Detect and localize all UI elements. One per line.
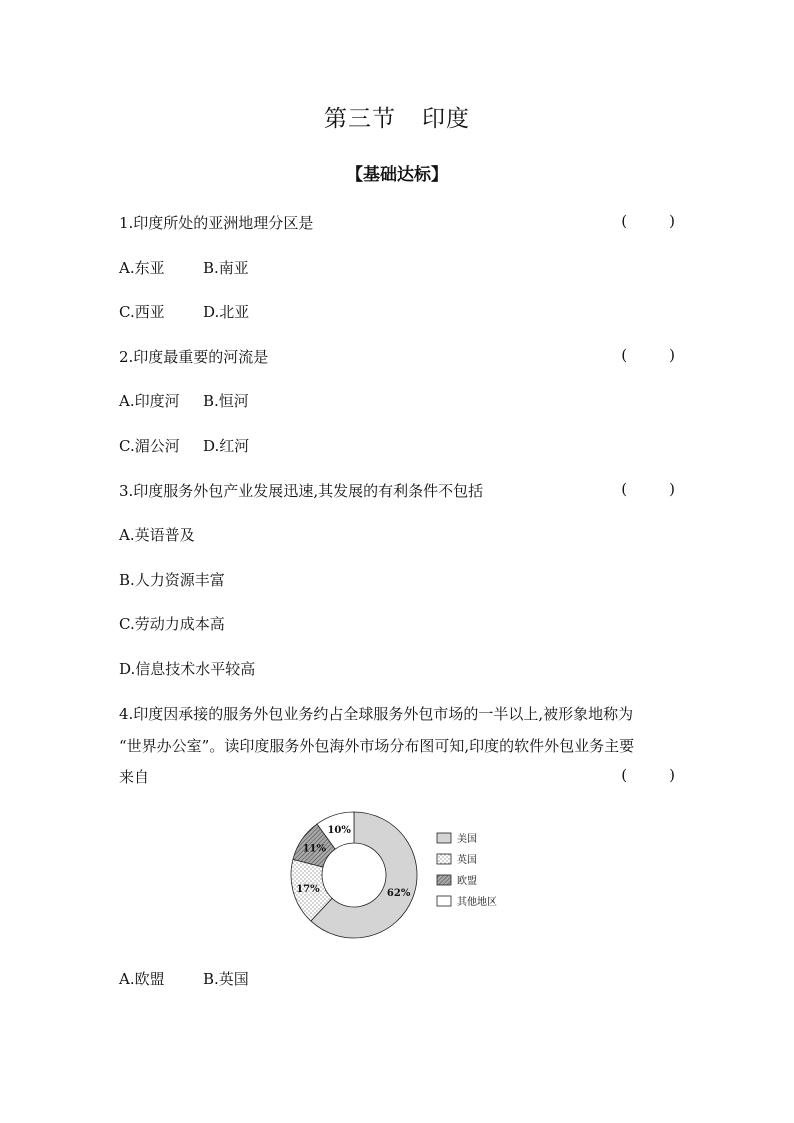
legend-swatch <box>437 875 451 885</box>
question-4-stem-line-3 <box>119 766 675 787</box>
question-1-options-row-1 <box>119 257 249 278</box>
slice-value-label: 62% <box>386 888 411 900</box>
question-4-options-row-1 <box>119 968 249 989</box>
option-a: A.东亚 <box>119 259 165 277</box>
answer-bracket: ( ) <box>621 212 675 230</box>
option-b: B.南亚 <box>203 259 249 277</box>
legend-label: 欧盟 <box>457 876 477 887</box>
option-c: C.湄公河 <box>119 437 180 455</box>
legend-label: 美国 <box>457 834 477 845</box>
question-4-stem-line-1: 4.印度因承接的服务外包业务约占全球服务外包市场的一半以上,被形象地称为 <box>119 705 634 723</box>
option-b: B.人力资源丰富 <box>119 571 225 589</box>
option-b: B.恒河 <box>203 392 249 410</box>
question-1-options-row-2 <box>119 301 249 322</box>
legend-swatch <box>437 854 451 864</box>
question-2-stem: 2.印度最重要的河流是 <box>119 348 269 366</box>
legend-label: 英国 <box>457 855 477 866</box>
question-4-stem-line-2: “世界办公室”。读印度服务外包海外市场分布图可知,印度的软件外包业务主要 <box>119 737 635 755</box>
title-part-1: 第三节 <box>324 106 396 132</box>
page-title <box>0 100 794 133</box>
option-c: C.西亚 <box>119 303 165 321</box>
option-d: D.红河 <box>203 437 250 455</box>
answer-bracket: ( ) <box>621 766 675 784</box>
option-d: D.北亚 <box>203 303 250 321</box>
question-3-stem: 3.印度服务外包产业发展迅速,其发展的有利条件不包括 <box>119 482 484 500</box>
option-a: A.英语普及 <box>119 526 195 544</box>
question-4-stem-end: 来自 <box>119 768 150 786</box>
answer-bracket: ( ) <box>621 346 675 364</box>
section-heading: 【基础达标】 <box>346 165 448 185</box>
question-1-stem: 1.印度所处的亚洲地理分区是 <box>119 214 314 232</box>
legend-swatch <box>437 833 451 843</box>
question-3-stem-line <box>119 480 675 501</box>
question-2-stem-line <box>119 346 675 367</box>
slice-value-label: 17% <box>296 883 320 895</box>
question-2-options-row-2 <box>119 435 249 456</box>
option-a: A.印度河 <box>119 392 180 410</box>
title-part-2: 印度 <box>422 106 470 132</box>
option-d: D.信息技术水平较高 <box>119 660 256 678</box>
option-c: C.劳动力成本高 <box>119 615 225 633</box>
market-distribution-donut-chart <box>286 808 516 944</box>
legend-swatch <box>437 896 451 906</box>
question-1-stem-line <box>119 212 675 233</box>
question-2-options-row-1 <box>119 390 249 411</box>
slice-value-label: 11% <box>302 843 327 855</box>
option-a: A.欧盟 <box>119 970 165 988</box>
answer-bracket: ( ) <box>621 480 675 498</box>
slice-value-label: 10% <box>327 824 351 836</box>
legend-label: 其他地区 <box>457 897 497 908</box>
option-b: B.英国 <box>203 970 249 988</box>
